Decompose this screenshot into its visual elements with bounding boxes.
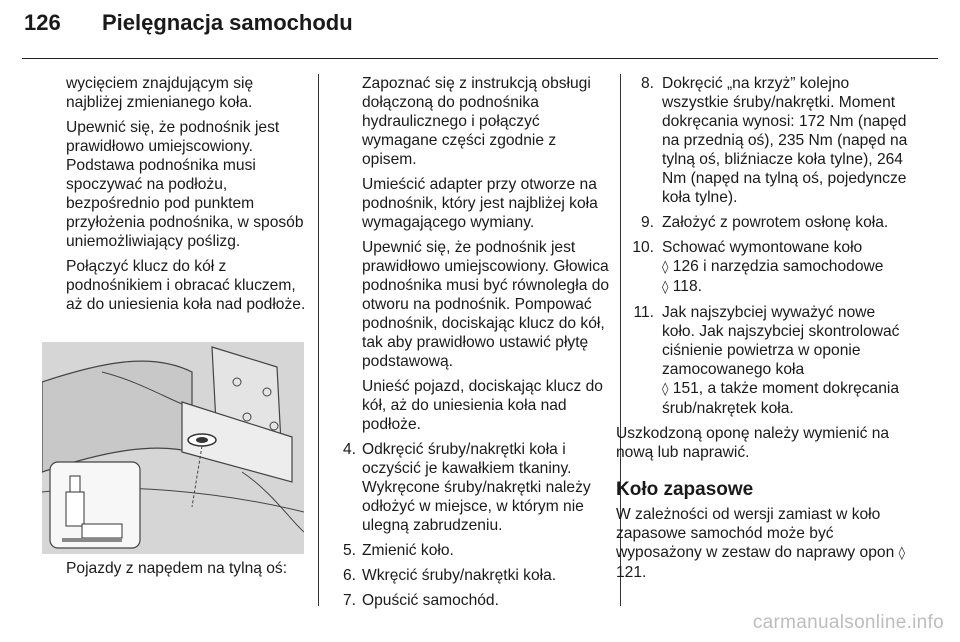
- list-item: [340, 566, 612, 585]
- watermark: carmanualsonline.info: [752, 612, 944, 633]
- step-text: Wkręcić śruby/nakrętki koła.: [362, 567, 557, 584]
- cross-reference-icon[interactable]: ◊: [898, 546, 906, 561]
- step-text: Odkręcić śruby/nakrętki koła i oczyścić je kawałkiem tkaniny.: [362, 441, 572, 477]
- column-1: [66, 74, 306, 320]
- steps-list: [616, 74, 908, 418]
- step-number: 10.: [632, 239, 654, 256]
- step-text: [662, 238, 908, 297]
- section-heading: Koło zapasowe: [616, 479, 754, 500]
- step-text: Zmienić koło.: [362, 542, 454, 559]
- paragraph: Unieść pojazd, dociskając klucz do kół, aż do uniesienia koła nad podłoże.: [362, 378, 603, 433]
- cross-reference-icon[interactable]: ◊: [662, 382, 669, 397]
- paragraph: Upewnić się, że podnośnik jest prawidłowo umiejscowiony. Głowica podnośnika musi być równoległa do otworu na podnośnik. Pompować podnośnik, dociskając klucz do kół, tak aby prawidłowo ustawić płytę podstawową.: [362, 239, 610, 370]
- cross-reference-link[interactable]: 121.: [616, 564, 647, 581]
- list-item: [616, 74, 908, 207]
- list-item: [616, 213, 908, 232]
- step-note: Wykręcone śruby/nakrętki należy odłożyć w miejsce, w którym nie ulegną zabrudzeniu.: [362, 479, 591, 534]
- header-rule: [22, 58, 938, 59]
- jack-illustration: [42, 342, 304, 554]
- page-title: Pielęgnacja samochodu: [102, 10, 353, 35]
- jack-illustration-svg: [42, 342, 304, 554]
- step-number: 4.: [342, 441, 356, 458]
- page-header: [24, 10, 353, 36]
- step-text: Dokręcić „na krzyż” kolejno wszystkie śruby/nakrętki. Moment dokręcania wynosi: 172 Nm (napęd na przednią oś), 235 Nm (napęd na tylną oś, bliźniacze koła tylne), 264 Nm (napęd na tylną oś, pojedyncze koła tylne).: [662, 75, 908, 206]
- step-text-part: Jak najszybciej wyważyć nowe koło. Jak najszybciej skontrolować ciśnienie powietrza w oponie zamocowanego koła: [662, 304, 900, 378]
- list-item: [340, 440, 612, 535]
- list-item: [616, 303, 908, 418]
- paragraph: Upewnić się, że podnośnik jest prawidłowo umiejscowiony. Podstawa podnośnika musi spoczywać na podłożu, bezpośrednio pod punktem przyłożenia podnośnika, w sposób uniemożliwiający poślizg.: [66, 119, 304, 250]
- step-text: [662, 303, 908, 418]
- paragraph: wycięciem znajdującym się najbliżej zmienianego koła.: [66, 75, 254, 111]
- cross-reference-link[interactable]: 151, a także moment dokręcania śrub/nakrętek koła.: [662, 380, 900, 417]
- page-number: 126: [24, 10, 61, 35]
- step-number: 9.: [640, 214, 654, 231]
- column-3: [616, 74, 908, 588]
- cross-reference-icon[interactable]: ◊: [662, 260, 669, 275]
- list-item: [340, 591, 612, 610]
- column-divider-1: [318, 74, 319, 606]
- step-number: 11.: [633, 304, 654, 321]
- image-caption: Pojazdy z napędem na tylną oś:: [66, 560, 288, 577]
- step-text-part: Schować wymontowane koło: [662, 239, 863, 256]
- paragraph: Uszkodzoną oponę należy wymienić na nową lub naprawić.: [616, 425, 890, 461]
- cross-reference-icon[interactable]: ◊: [662, 280, 669, 295]
- step-number: 8.: [640, 75, 654, 92]
- step-text: Założyć z powrotem osłonę koła.: [662, 214, 889, 231]
- paragraph-text: W zależności od wersji zamiast w koło zapasowe samochód może być wyposażony w zestaw do naprawy opon: [616, 506, 895, 561]
- step-number: 6.: [342, 567, 356, 584]
- step-number: 5.: [342, 542, 356, 559]
- paragraph: Umieścić adapter przy otworze na podnośnik, który jest najbliżej koła wymagającego wymiany.: [362, 176, 598, 231]
- list-item: [616, 238, 908, 297]
- paragraph: [616, 505, 908, 582]
- paragraph: Zapoznać się z instrukcją obsługi dołączoną do podnośnika hydraulicznego i połączyć wymagane części zgodnie z opisem.: [362, 75, 591, 168]
- column-2: [342, 74, 612, 616]
- cross-reference-link[interactable]: 126 i narzędzia samochodowe: [672, 258, 884, 275]
- steps-list: [342, 440, 612, 610]
- step-number: 7.: [342, 592, 356, 609]
- paragraph: Połączyć klucz do kół z podnośnikiem i obracać kluczem, aż do uniesienia koła nad podłoże.: [66, 258, 306, 313]
- step-text: Opuścić samochód.: [362, 592, 499, 609]
- list-item: [340, 541, 612, 560]
- cross-reference-link[interactable]: 118.: [672, 278, 702, 295]
